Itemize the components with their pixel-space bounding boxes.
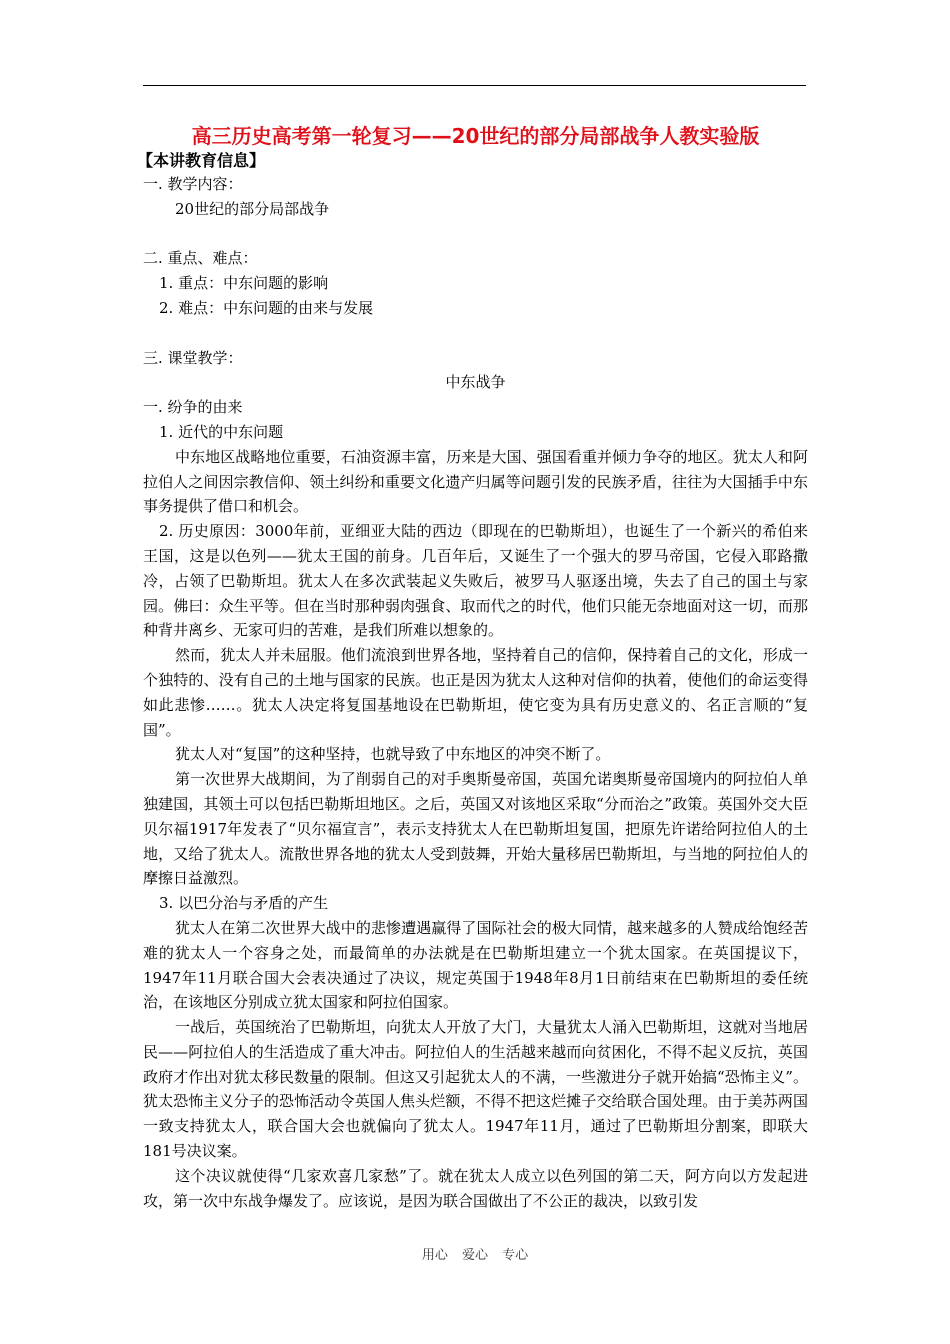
spacer (143, 321, 808, 346)
section-3-heading: 三. 课堂教学： (143, 348, 243, 367)
paragraph-8: 这个决议就使得“几家欢喜几家愁”了。就在犹太人成立以色列国的第二天，阿方向以方发起进攻，第一次中东战争爆发了。应该说，是因为联合国做出了不公正的裁决，以致引发 (143, 1166, 808, 1210)
paragraph-1: 中东地区战略地位重要，石油资源丰富，历来是大国、强国看重并倾力争夺的地区。犹太人和阿拉伯人之间因宗教信仰、领土纠纷和重要文化遗产归属等问题引发的民族矛盾，往往为大国插手中东事务提供了借口和机会。 (143, 447, 808, 516)
spacer (143, 222, 808, 247)
document-body (137, 122, 808, 1213)
section-1-heading: 一. 教学内容： (143, 175, 243, 193)
section-2-heading: 二. 重点、难点： (143, 249, 258, 268)
paragraph-7: 一战后，英国统治了巴勒斯坦，向犹太人开放了大门，大量犹太人涌入巴勒斯坦，这就对当地居民——阿拉伯人的生活造成了重大冲击。阿拉伯人的生活越来越而向贫困化，不得不起义反抗，英国政府才作出对犹太移民数量的限制。但这又引起犹太人的不满，一些激进分子就开始搞“恐怖主义”。犹太恐怖主义分子的恐怖活动令英国人焦头烂额，不得不把这烂摊子交给联合国处理。由于美苏两国一致支持犹太人，联合国大会也就偏向了犹太人。1947年11月，通过了巴勒斯坦分割案，即联大181号决议案。 (143, 1018, 808, 1161)
header-rule (143, 85, 806, 86)
info-heading: 【本讲教育信息】 (137, 151, 266, 170)
paragraph-4: 犹太人对“复国”的这种坚持，也就导致了中东地区的冲突不断了。 (175, 745, 611, 764)
part-1-heading: 一. 纷争的由来 (143, 398, 243, 417)
section-1-body: 20世纪的部分局部战争 (175, 199, 330, 218)
paragraph-3: 然而，犹太人并未屈服。他们流浪到世界各地，坚持着自己的信仰，保持着自己的文化，形成一个独特的、没有自己的土地与国家的民族。也正是因为犹太人这种对信仰的执着，使他们的命运变得如此悲惨……。犹太人决定将复国基地设在巴勒斯坦，使它变为具有历史意义的、名正言顺的“复国”。 (143, 646, 808, 739)
center-title: 中东战争 (445, 373, 506, 392)
paragraph-2: 2. 历史原因：3000年前，亚细亚大陆的西边（即现在的巴勒斯坦），也诞生了一个新兴的希伯来王国，这是以色列——犹太王国的前身。几百年后，又诞生了一个强大的罗马帝国，它侵入耶路撒冷，占领了巴勒斯坦。犹太人在多次武装起义失败后，被罗马人驱逐出境，失去了自己的国土与家园。佛曰：众生平等。但在当时那种弱肉强食、取而代之的时代，他们只能无奈地面对这一切，而那种背井离乡、无家可归的苦难，是我们所难以想象的。 (143, 522, 808, 640)
page-footer: 用心 爱心 专心 (421, 1248, 529, 1263)
section-2-item-2: 2. 难点：中东问题的由来与发展 (159, 298, 374, 317)
paragraph-5: 第一次世界大战期间，为了削弱自己的对手奥斯曼帝国，英国允诺奥斯曼帝国境内的阿拉伯人单独建国，其领土可以包括巴勒斯坦地区。之后，英国又对该地区采取“分而治之”政策。英国外交大臣贝尔福1917年发表了“贝尔福宣言”，表示支持犹太人在巴勒斯坦复国，把原先许诺给阿拉伯人的土地，又给了犹太人。流散世界各地的犹太人受到鼓舞，开始大量移居巴勒斯坦，与当地的阿拉伯人的摩擦日益激烈。 (143, 770, 808, 888)
subheading-1: 1. 近代的中东问题 (159, 422, 284, 441)
paragraph-6: 犹太人在第二次世界大战中的悲惨遭遇赢得了国际社会的极大同情，越来越多的人赞成给饱经苦难的犹太人一个容身之处，而最简单的办法就是在巴勒斯坦建立一个犹太国家。在英国提议下，1947年11月联合国大会表决通过了决议，规定英国于1948年8月1日前结束在巴勒斯坦的委任统治，在该地区分别成立犹太国家和阿拉伯国家。 (143, 918, 808, 1012)
subheading-3: 3. 以巴分治与矛盾的产生 (159, 894, 329, 913)
document-title: 高三历史高考第一轮复习——20世纪的部分局部战争人教实验版 (191, 124, 760, 148)
section-2-item-1: 1. 重点：中东问题的影响 (159, 274, 329, 293)
